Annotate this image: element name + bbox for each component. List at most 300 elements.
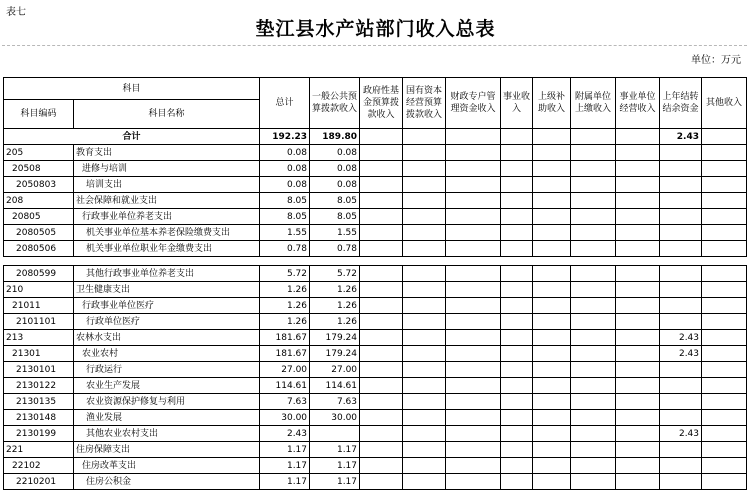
total-cell: 192.23 bbox=[260, 129, 310, 145]
general-cell bbox=[310, 426, 360, 442]
carryover-cell bbox=[660, 378, 702, 394]
carryover-cell bbox=[660, 314, 702, 330]
empty-cell bbox=[533, 145, 571, 161]
empty-cell bbox=[403, 314, 446, 330]
unit-label: 单位：万元 bbox=[691, 55, 741, 66]
carryover-cell bbox=[660, 193, 702, 209]
empty-cell bbox=[403, 394, 446, 410]
total-cell: 27.00 bbox=[260, 362, 310, 378]
empty-cell bbox=[571, 314, 616, 330]
table-row bbox=[4, 145, 747, 161]
empty-cell bbox=[616, 426, 660, 442]
empty-cell bbox=[501, 209, 533, 225]
empty-cell bbox=[571, 145, 616, 161]
empty-cell bbox=[616, 394, 660, 410]
empty-cell bbox=[360, 314, 403, 330]
empty-cell bbox=[616, 241, 660, 257]
empty-cell bbox=[403, 362, 446, 378]
empty-cell bbox=[360, 442, 403, 458]
carryover-cell bbox=[660, 474, 702, 490]
empty-cell bbox=[533, 266, 571, 282]
empty-cell bbox=[616, 161, 660, 177]
empty-cell bbox=[616, 298, 660, 314]
subject-name: 渔业发展 bbox=[74, 410, 260, 426]
empty-cell bbox=[360, 161, 403, 177]
upper-subsidy-header: 上级补助收入 bbox=[533, 78, 571, 129]
general-cell: 7.63 bbox=[310, 394, 360, 410]
empty-cell bbox=[360, 177, 403, 193]
total-cell: 1.17 bbox=[260, 442, 310, 458]
empty-cell bbox=[403, 426, 446, 442]
table-row bbox=[4, 410, 747, 426]
table-row bbox=[4, 282, 747, 298]
subject-code: 2130148 bbox=[4, 410, 74, 426]
total-cell: 1.26 bbox=[260, 298, 310, 314]
empty-cell bbox=[702, 145, 747, 161]
empty-cell bbox=[571, 298, 616, 314]
carryover-cell bbox=[660, 266, 702, 282]
total-cell: 0.08 bbox=[260, 161, 310, 177]
empty-cell bbox=[360, 394, 403, 410]
empty-cell bbox=[571, 225, 616, 241]
empty-cell bbox=[403, 346, 446, 362]
subject-code: 2101101 bbox=[4, 314, 74, 330]
general-cell: 179.24 bbox=[310, 346, 360, 362]
empty-cell bbox=[616, 145, 660, 161]
table-row bbox=[4, 314, 747, 330]
empty-cell bbox=[501, 241, 533, 257]
total-cell: 1.17 bbox=[260, 458, 310, 474]
empty-cell bbox=[403, 378, 446, 394]
total-row bbox=[4, 129, 747, 145]
subject-code: 210 bbox=[4, 282, 74, 298]
subject-name: 其他行政事业单位养老支出 bbox=[74, 266, 260, 282]
empty-cell bbox=[403, 474, 446, 490]
empty-cell bbox=[571, 282, 616, 298]
table-row bbox=[4, 362, 747, 378]
general-cell: 0.08 bbox=[310, 161, 360, 177]
empty-cell bbox=[446, 474, 501, 490]
empty-cell bbox=[403, 241, 446, 257]
table-row bbox=[4, 209, 747, 225]
empty-cell bbox=[533, 330, 571, 346]
empty-cell bbox=[360, 241, 403, 257]
carryover-cell bbox=[660, 298, 702, 314]
total-cell: 0.08 bbox=[260, 145, 310, 161]
carryover-cell: 2.43 bbox=[660, 330, 702, 346]
empty-cell bbox=[533, 177, 571, 193]
empty-cell bbox=[616, 193, 660, 209]
total-cell: 30.00 bbox=[260, 410, 310, 426]
general-cell: 114.61 bbox=[310, 378, 360, 394]
income-table bbox=[3, 77, 747, 490]
empty-cell bbox=[501, 346, 533, 362]
subject-name: 机关事业单位基本养老保险缴费支出 bbox=[74, 225, 260, 241]
subject-name: 行政运行 bbox=[74, 362, 260, 378]
subject-name: 教育支出 bbox=[74, 145, 260, 161]
empty-cell bbox=[702, 346, 747, 362]
subject-code: 21011 bbox=[4, 298, 74, 314]
empty-cell bbox=[403, 193, 446, 209]
general-cell: 1.17 bbox=[310, 474, 360, 490]
empty-cell bbox=[360, 378, 403, 394]
empty-cell bbox=[403, 177, 446, 193]
table-row bbox=[4, 330, 747, 346]
empty-cell bbox=[702, 209, 747, 225]
total-cell: 8.05 bbox=[260, 193, 310, 209]
empty-cell bbox=[501, 410, 533, 426]
empty-cell bbox=[702, 241, 747, 257]
carryover-cell bbox=[660, 362, 702, 378]
empty-cell bbox=[446, 282, 501, 298]
empty-cell bbox=[533, 426, 571, 442]
table-row bbox=[4, 298, 747, 314]
table-row bbox=[4, 474, 747, 490]
general-cell: 30.00 bbox=[310, 410, 360, 426]
empty-cell bbox=[446, 442, 501, 458]
general-cell: 0.78 bbox=[310, 241, 360, 257]
carryover-cell bbox=[660, 225, 702, 241]
empty-cell bbox=[360, 225, 403, 241]
total-cell: 8.05 bbox=[260, 209, 310, 225]
empty-cell bbox=[403, 225, 446, 241]
carryover-cell: 2.43 bbox=[660, 426, 702, 442]
code-header: 科目编码 bbox=[4, 100, 74, 129]
general-cell: 1.26 bbox=[310, 298, 360, 314]
empty-cell bbox=[571, 193, 616, 209]
empty-cell bbox=[360, 410, 403, 426]
empty-cell bbox=[446, 298, 501, 314]
empty-cell bbox=[533, 241, 571, 257]
total-label: 合计 bbox=[4, 129, 260, 145]
empty-cell bbox=[702, 410, 747, 426]
table-row bbox=[4, 193, 747, 209]
table-row bbox=[4, 266, 747, 282]
empty-cell bbox=[360, 209, 403, 225]
empty-cell bbox=[616, 209, 660, 225]
table-row bbox=[4, 177, 747, 193]
empty-cell bbox=[501, 474, 533, 490]
subject-name: 农业生产发展 bbox=[74, 378, 260, 394]
empty-cell bbox=[501, 426, 533, 442]
subject-code: 2080505 bbox=[4, 225, 74, 241]
empty-cell bbox=[360, 266, 403, 282]
general-cell: 1.17 bbox=[310, 458, 360, 474]
empty-cell bbox=[360, 145, 403, 161]
empty-cell bbox=[360, 346, 403, 362]
empty-cell bbox=[702, 266, 747, 282]
empty-cell bbox=[616, 442, 660, 458]
general-cell: 1.17 bbox=[310, 442, 360, 458]
subject-code: 2130135 bbox=[4, 394, 74, 410]
empty-cell bbox=[616, 346, 660, 362]
subject-name: 农业农村 bbox=[74, 346, 260, 362]
empty-cell bbox=[702, 378, 747, 394]
empty-cell bbox=[446, 346, 501, 362]
empty-cell bbox=[533, 474, 571, 490]
table-row bbox=[4, 458, 747, 474]
empty-cell bbox=[533, 209, 571, 225]
empty-cell bbox=[501, 298, 533, 314]
general-cell: 0.08 bbox=[310, 145, 360, 161]
empty-cell bbox=[702, 161, 747, 177]
operating-header: 事业单位经营收入 bbox=[616, 78, 660, 129]
empty-cell bbox=[360, 426, 403, 442]
total-cell: 5.72 bbox=[260, 266, 310, 282]
empty-cell bbox=[571, 330, 616, 346]
total-cell: 2.43 bbox=[260, 426, 310, 442]
empty-cell bbox=[403, 161, 446, 177]
divider bbox=[2, 45, 747, 46]
table-row bbox=[4, 161, 747, 177]
table-row bbox=[4, 346, 747, 362]
general-budget-header: 一般公共预算拨款收入 bbox=[310, 78, 360, 129]
business-income-header: 事业收入 bbox=[501, 78, 533, 129]
general-cell: 0.08 bbox=[310, 177, 360, 193]
name-header: 科目名称 bbox=[74, 100, 260, 129]
empty-cell bbox=[702, 298, 747, 314]
subject-code: 221 bbox=[4, 442, 74, 458]
total-cell: 1.26 bbox=[260, 314, 310, 330]
carryover-cell: 2.43 bbox=[660, 346, 702, 362]
general-cell: 27.00 bbox=[310, 362, 360, 378]
empty-cell bbox=[702, 442, 747, 458]
empty-cell bbox=[446, 410, 501, 426]
carryover-cell bbox=[660, 410, 702, 426]
carryover-cell bbox=[660, 145, 702, 161]
subject-code: 2130101 bbox=[4, 362, 74, 378]
empty-cell bbox=[616, 282, 660, 298]
empty-cell bbox=[571, 362, 616, 378]
empty-cell bbox=[702, 362, 747, 378]
subject-code: 21301 bbox=[4, 346, 74, 362]
subject-name: 住房改革支出 bbox=[74, 458, 260, 474]
empty-cell bbox=[501, 266, 533, 282]
general-cell: 1.55 bbox=[310, 225, 360, 241]
empty-cell bbox=[571, 442, 616, 458]
carryover-cell bbox=[660, 209, 702, 225]
empty-cell bbox=[571, 161, 616, 177]
empty-cell bbox=[533, 314, 571, 330]
subject-code: 208 bbox=[4, 193, 74, 209]
empty-cell bbox=[616, 458, 660, 474]
empty-cell bbox=[360, 298, 403, 314]
empty-cell bbox=[571, 177, 616, 193]
empty-cell bbox=[533, 362, 571, 378]
empty-cell bbox=[533, 346, 571, 362]
table-row bbox=[4, 225, 747, 241]
empty-cell bbox=[446, 378, 501, 394]
total-cell: 7.63 bbox=[260, 394, 310, 410]
table-row bbox=[4, 394, 747, 410]
empty-cell bbox=[360, 362, 403, 378]
empty-cell bbox=[501, 330, 533, 346]
carryover-cell bbox=[660, 458, 702, 474]
empty-cell bbox=[533, 225, 571, 241]
empty-cell bbox=[702, 193, 747, 209]
empty-cell bbox=[501, 177, 533, 193]
empty-cell bbox=[446, 145, 501, 161]
subject-group-header: 科目 bbox=[4, 78, 260, 100]
general-cell: 5.72 bbox=[310, 266, 360, 282]
general-cell: 1.26 bbox=[310, 314, 360, 330]
empty-cell bbox=[702, 394, 747, 410]
empty-cell bbox=[360, 330, 403, 346]
empty-cell bbox=[702, 314, 747, 330]
carryover-cell bbox=[660, 282, 702, 298]
empty-cell bbox=[616, 225, 660, 241]
subject-code: 205 bbox=[4, 145, 74, 161]
subject-name: 机关事业单位职业年金缴费支出 bbox=[74, 241, 260, 257]
empty-cell bbox=[446, 426, 501, 442]
empty-cell bbox=[501, 458, 533, 474]
empty-cell bbox=[501, 394, 533, 410]
subject-name: 社会保障和就业支出 bbox=[74, 193, 260, 209]
empty-cell bbox=[571, 241, 616, 257]
table-row bbox=[4, 426, 747, 442]
empty-cell bbox=[702, 177, 747, 193]
carryover-cell bbox=[660, 161, 702, 177]
empty-cell bbox=[446, 362, 501, 378]
total-cell: 0.78 bbox=[260, 241, 310, 257]
subject-code: 2080506 bbox=[4, 241, 74, 257]
empty-cell bbox=[702, 330, 747, 346]
empty-cell bbox=[403, 458, 446, 474]
empty-cell bbox=[403, 410, 446, 426]
subject-name: 住房保障支出 bbox=[74, 442, 260, 458]
subject-code: 2050803 bbox=[4, 177, 74, 193]
subject-name: 行政事业单位养老支出 bbox=[74, 209, 260, 225]
empty-cell bbox=[446, 193, 501, 209]
subject-code: 2130122 bbox=[4, 378, 74, 394]
empty-cell bbox=[403, 298, 446, 314]
carryover-cell bbox=[660, 241, 702, 257]
carryover-cell bbox=[660, 394, 702, 410]
table-row bbox=[4, 442, 747, 458]
empty-cell bbox=[360, 193, 403, 209]
general-cell: 189.80 bbox=[310, 129, 360, 145]
subject-name: 行政事业单位医疗 bbox=[74, 298, 260, 314]
empty-cell bbox=[501, 282, 533, 298]
subject-code: 20805 bbox=[4, 209, 74, 225]
empty-cell bbox=[501, 193, 533, 209]
empty-cell bbox=[501, 362, 533, 378]
empty-cell bbox=[446, 161, 501, 177]
empty-cell bbox=[702, 225, 747, 241]
total-cell: 0.08 bbox=[260, 177, 310, 193]
empty-cell bbox=[616, 330, 660, 346]
empty-cell bbox=[446, 394, 501, 410]
subject-name: 行政单位医疗 bbox=[74, 314, 260, 330]
empty-cell bbox=[403, 282, 446, 298]
carryover-header: 上年结转结余资金 bbox=[660, 78, 702, 129]
subject-name: 培训支出 bbox=[74, 177, 260, 193]
total-cell: 1.26 bbox=[260, 282, 310, 298]
empty-cell bbox=[616, 177, 660, 193]
empty-cell bbox=[446, 314, 501, 330]
empty-cell bbox=[533, 458, 571, 474]
subject-name: 农林水支出 bbox=[74, 330, 260, 346]
subject-name: 农业资源保护修复与利用 bbox=[74, 394, 260, 410]
empty-cell bbox=[571, 426, 616, 442]
empty-cell bbox=[403, 266, 446, 282]
subject-name: 卫生健康支出 bbox=[74, 282, 260, 298]
empty-cell bbox=[446, 458, 501, 474]
page-title: 垫江县水产站部门收入总表 bbox=[255, 18, 496, 40]
empty-cell bbox=[616, 266, 660, 282]
empty-cell bbox=[501, 314, 533, 330]
empty-cell bbox=[403, 442, 446, 458]
carryover-cell bbox=[660, 177, 702, 193]
total-header: 总计 bbox=[260, 78, 310, 129]
empty-cell bbox=[446, 177, 501, 193]
empty-cell bbox=[571, 474, 616, 490]
empty-cell bbox=[616, 314, 660, 330]
empty-cell bbox=[571, 266, 616, 282]
empty-cell bbox=[702, 282, 747, 298]
general-cell: 179.24 bbox=[310, 330, 360, 346]
subject-code: 2080599 bbox=[4, 266, 74, 282]
subject-code: 20508 bbox=[4, 161, 74, 177]
general-cell: 8.05 bbox=[310, 193, 360, 209]
empty-cell bbox=[702, 426, 747, 442]
total-cell: 1.55 bbox=[260, 225, 310, 241]
empty-cell bbox=[533, 410, 571, 426]
empty-cell bbox=[571, 346, 616, 362]
sheet-label: 表七 bbox=[6, 7, 26, 18]
carryover-cell: 2.43 bbox=[660, 129, 702, 145]
empty-cell bbox=[533, 442, 571, 458]
subject-name: 住房公积金 bbox=[74, 474, 260, 490]
empty-cell bbox=[501, 161, 533, 177]
subject-code: 2130199 bbox=[4, 426, 74, 442]
empty-cell bbox=[446, 225, 501, 241]
empty-cell bbox=[533, 161, 571, 177]
subject-name: 进修与培训 bbox=[74, 161, 260, 177]
empty-cell bbox=[446, 241, 501, 257]
subject-name: 其他农业农村支出 bbox=[74, 426, 260, 442]
total-cell: 181.67 bbox=[260, 346, 310, 362]
empty-cell bbox=[360, 474, 403, 490]
empty-cell bbox=[360, 282, 403, 298]
empty-cell bbox=[571, 410, 616, 426]
total-cell: 181.67 bbox=[260, 330, 310, 346]
empty-cell bbox=[501, 145, 533, 161]
empty-cell bbox=[571, 458, 616, 474]
empty-cell bbox=[616, 362, 660, 378]
row-gap bbox=[4, 257, 747, 266]
table-row bbox=[4, 378, 747, 394]
empty-cell bbox=[446, 330, 501, 346]
empty-cell bbox=[533, 193, 571, 209]
empty-cell bbox=[403, 330, 446, 346]
state-capital-header: 国有资本经营预算拨款收入 bbox=[403, 78, 446, 129]
total-cell: 1.17 bbox=[260, 474, 310, 490]
empty-cell bbox=[446, 209, 501, 225]
empty-cell bbox=[616, 378, 660, 394]
empty-cell bbox=[616, 410, 660, 426]
empty-cell bbox=[702, 474, 747, 490]
gov-fund-header: 政府性基金预算拨款收入 bbox=[360, 78, 403, 129]
empty-cell bbox=[501, 378, 533, 394]
empty-cell bbox=[403, 209, 446, 225]
empty-cell bbox=[501, 442, 533, 458]
empty-cell bbox=[533, 298, 571, 314]
subject-code: 213 bbox=[4, 330, 74, 346]
empty-cell bbox=[501, 225, 533, 241]
carryover-cell bbox=[660, 442, 702, 458]
subject-code: 2210201 bbox=[4, 474, 74, 490]
